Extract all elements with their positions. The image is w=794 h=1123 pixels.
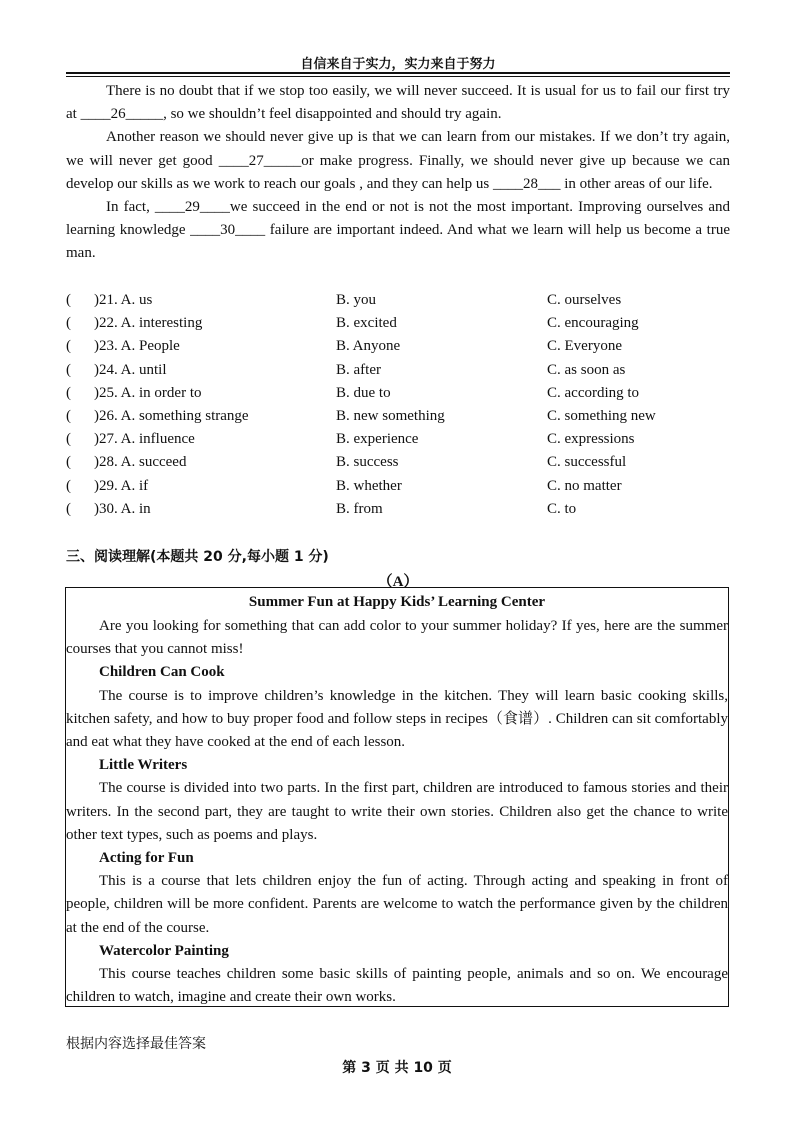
option-a: )30. A. in [94,500,151,517]
passage-label: （A） [377,574,419,590]
answer-paren[interactable]: ( [66,384,71,401]
course-text: This is a course that lets children enjoy the fun of acting. Through acting and speaking in front of people, children will be more confident. Parents are welcome to watch the performance given by the children at the end of the course. [66,873,728,936]
option-b: B. after [336,361,381,378]
option-row [66,359,730,382]
answer-paren[interactable]: ( [66,477,71,494]
passage-paragraph: In fact, ____29____we succeed in the end or not is not the most important. Improving ourselves and learning knowledge ____30____ failure are important indeed. And what we learn will help us become a true man. [66,199,730,262]
option-b: B. Anyone [336,338,401,355]
cloze-passage [66,80,730,266]
option-c: C. ourselves [547,292,622,308]
option-a: )27. A. influence [94,431,195,448]
reading-title: Summer Fun at Happy Kids’ Learning Center [248,594,546,610]
option-c: C. successful [547,454,627,471]
option-row [66,335,730,358]
course-text: This course teaches children some basic skills of painting people, animals and so on. We encourage children to watch, imagine and create their own works. [66,966,728,1006]
reading-passage-box [65,587,729,1007]
option-b: B. you [336,292,377,308]
option-b: B. whether [336,477,402,494]
option-row [66,289,730,312]
option-c: C. according to [547,384,640,401]
option-row [66,498,730,521]
header-rule-thick [66,72,730,74]
option-row [66,475,730,498]
option-c: C. encouraging [547,315,639,332]
option-row [66,405,730,428]
page-header-slogan: 自信来自于实力，实力来自于努力 [300,57,496,72]
option-a: )24. A. until [94,361,167,378]
reading-intro: Are you looking for something that can add color to your summer holiday? If yes, here are the summer courses that you cannot miss! [66,618,728,658]
option-a: )29. A. if [94,477,149,494]
passage-paragraph: Another reason we should never give up is that we can learn from our mistakes. If we don’t try again, we will never get good ____27_____or make progress. Finally, we should never give up because we can develop our skills as we work to reach our goals , and they can help us ____28___ in other areas of our life. [66,129,730,192]
answer-paren[interactable]: ( [66,407,71,424]
option-c: C. expressions [547,431,635,448]
option-a: )22. A. interesting [94,315,203,332]
answer-paren[interactable]: ( [66,431,71,448]
course-title: Little Writers [99,757,188,774]
option-a: )21. A. us [94,292,153,308]
option-b: B. due to [336,384,391,401]
option-b: B. excited [336,315,397,332]
option-b: B. new something [336,407,445,424]
option-row [66,382,730,405]
passage-paragraph: There is no doubt that if we stop too easily, we will never succeed. It is usual for us to fail our first try at ____26_____, so we shouldn’t feel disappointed and should try again. [66,83,730,123]
page-number: 第 3 页 共 10 页 [342,1060,452,1076]
answer-paren[interactable]: ( [66,292,71,308]
course-title: Watercolor Painting [99,942,229,959]
option-row [66,451,730,474]
reading-body [66,615,728,1009]
option-a: )23. A. People [94,338,180,355]
course-title: Children Can Cook [99,664,225,681]
option-b: B. from [336,500,383,517]
section-heading: 三、阅读理解(本题共 20 分,每小题 1 分) [66,549,329,565]
option-c: C. to [547,500,577,517]
option-row [66,312,730,335]
option-a: )26. A. something strange [94,407,249,424]
question-prompt: 根据内容选择最佳答案 [66,1036,206,1052]
answer-paren[interactable]: ( [66,338,71,355]
option-c: C. no matter [547,477,622,494]
option-b: B. experience [336,431,419,448]
option-b: B. success [336,454,399,471]
course-text: The course is to improve children’s knowledge in the kitchen. They will learn basic cooking skills, kitchen safety, and how to buy proper food and follow steps in recipes（食谱）. Children can sit comfortably and eat what they have cooked at the end of each lesson. [66,687,728,751]
cloze-options-list [66,289,730,521]
answer-paren[interactable]: ( [66,361,71,378]
option-c: C. Everyone [547,338,622,355]
header-rule-thin [66,76,730,77]
answer-paren[interactable]: ( [66,454,71,471]
option-a: )28. A. succeed [94,454,187,471]
answer-paren[interactable]: ( [66,500,71,517]
answer-paren[interactable]: ( [66,315,71,332]
option-c: C. as soon as [547,361,626,378]
course-text: The course is divided into two parts. In the first part, children are introduced to famous stories and their writers. In the second part, they are taught to write their own stories. Children also get the chance to write other text types, such as poems and plays. [66,780,728,843]
option-row [66,428,730,451]
option-a: )25. A. in order to [94,384,202,401]
option-c: C. something new [547,407,656,424]
course-title: Acting for Fun [99,850,194,867]
